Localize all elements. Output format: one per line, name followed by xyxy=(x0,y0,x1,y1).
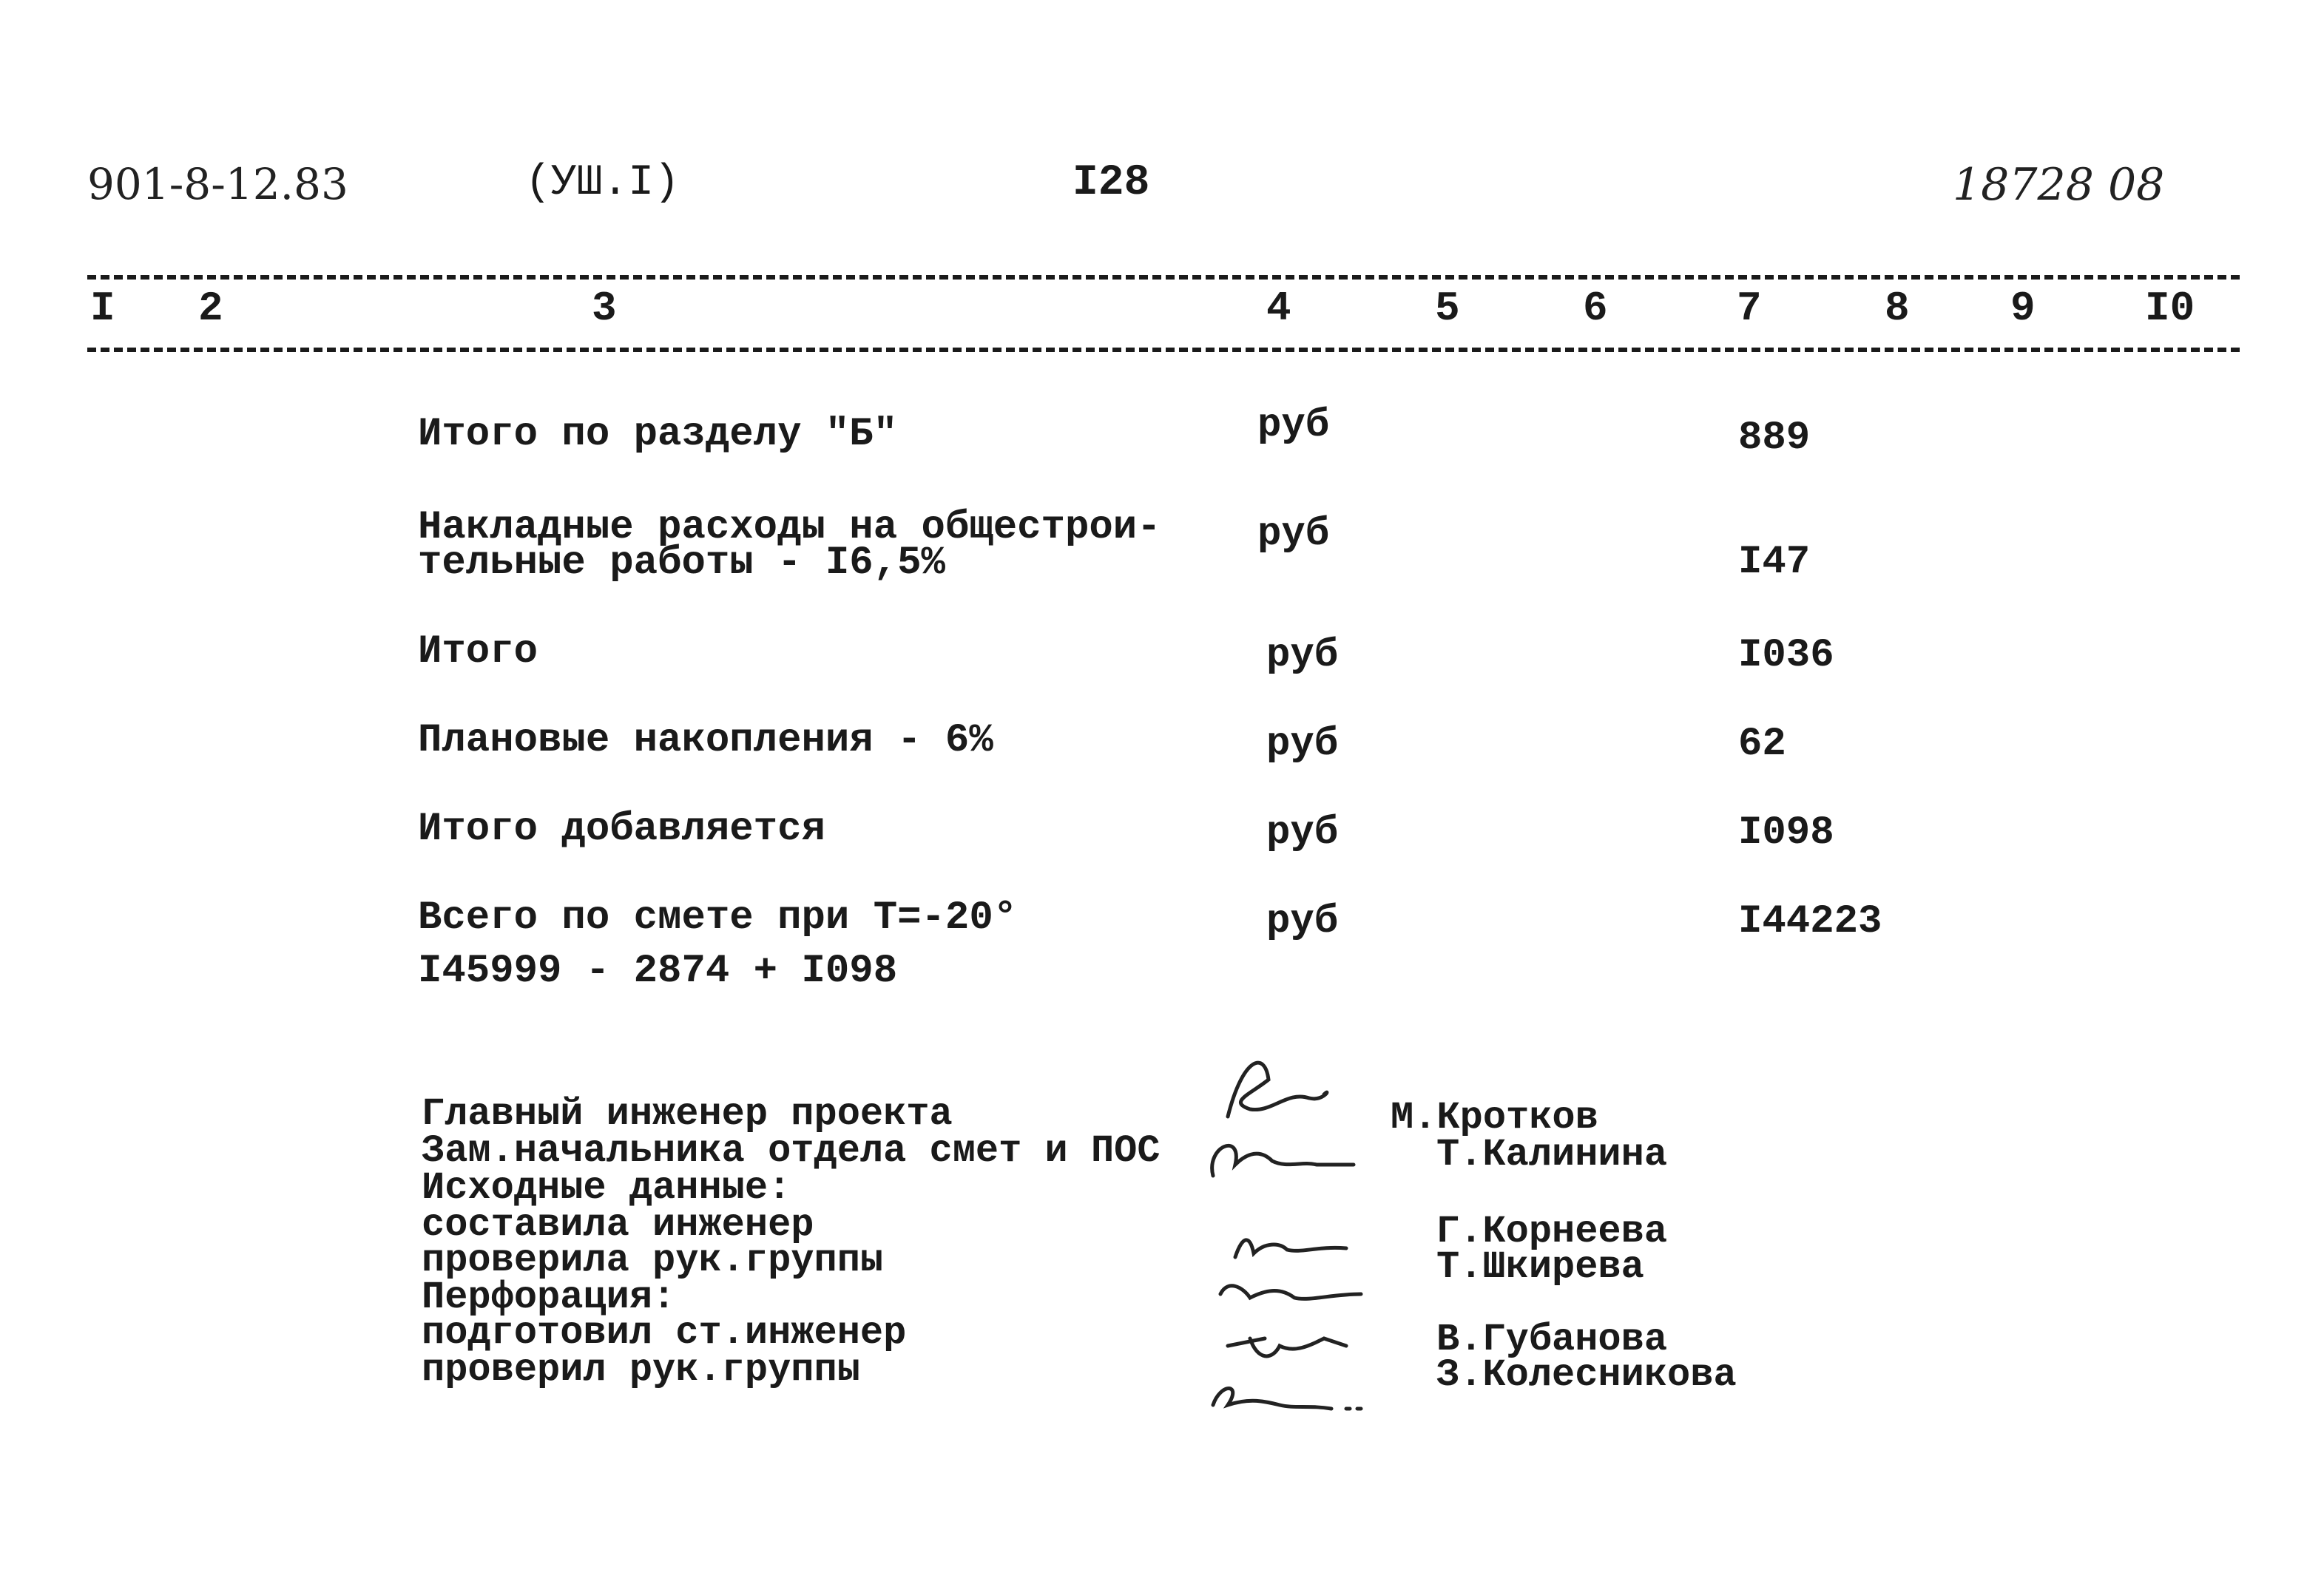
signature-role: проверил рук.группы xyxy=(422,1348,860,1392)
row-label: Накладные расходы на общестрои- xyxy=(418,505,1161,550)
column-number: 5 xyxy=(1435,285,1460,332)
row-value: I44223 xyxy=(1738,899,1882,944)
column-number: 9 xyxy=(2010,285,2036,332)
signature-stroke xyxy=(1228,1063,1327,1117)
row-value: I036 xyxy=(1738,633,1834,678)
column-number: 6 xyxy=(1583,285,1608,332)
signature-stroke xyxy=(1235,1240,1346,1257)
row-unit: руб xyxy=(1257,512,1330,557)
row-value: 62 xyxy=(1738,722,1786,767)
signature-stroke xyxy=(1220,1286,1361,1299)
signatory-name: Г.Корнеева xyxy=(1436,1210,1668,1253)
column-number: 2 xyxy=(198,285,223,332)
column-number: 3 xyxy=(592,285,617,332)
signatory-name: Т.Калинина xyxy=(1436,1133,1668,1177)
row-value: I47 xyxy=(1738,540,1811,585)
row-label: Итого xyxy=(418,629,538,674)
row-value: 889 xyxy=(1738,416,1811,461)
signatory-name: М.Кротков xyxy=(1391,1096,1598,1140)
row-unit: руб xyxy=(1266,810,1339,856)
signatory-name: З.Колесникова xyxy=(1436,1353,1737,1397)
row-unit: руб xyxy=(1266,899,1339,944)
column-number: 8 xyxy=(1885,285,1910,332)
signature-role: Исходные данные: xyxy=(422,1166,791,1210)
signature-stroke xyxy=(1228,1338,1346,1356)
signature-role: составила инженер xyxy=(422,1203,814,1247)
handwritten-signatures xyxy=(1198,1035,1391,1420)
row-unit: руб xyxy=(1266,722,1339,767)
column-number: I0 xyxy=(2145,285,2195,332)
signature-role: Главный инженер проекта xyxy=(422,1092,953,1136)
row-label: Итого добавляется xyxy=(418,807,825,852)
signature-stroke xyxy=(1213,1389,1361,1409)
column-number: 7 xyxy=(1737,285,1762,332)
row-value: I098 xyxy=(1738,810,1834,856)
row-label: Всего по смете при Т=-20° xyxy=(418,896,1018,941)
signatory-name: В.Губанова xyxy=(1436,1318,1668,1361)
row-formula: I45999 - 2874 + I098 xyxy=(418,949,898,994)
section-code: (УШ.I) xyxy=(525,159,680,207)
signature-role: подготовил ст.инженер xyxy=(422,1311,907,1355)
dashed-rule-bottom xyxy=(87,348,2240,352)
row-unit: руб xyxy=(1257,403,1330,448)
signature-role: проверила рук.группы xyxy=(422,1239,884,1282)
column-number: I xyxy=(90,285,115,332)
row-label-continuation: тельные работы - I6,5% xyxy=(418,541,945,586)
doc-code: 901-8-12.83 xyxy=(87,159,348,209)
row-label: Плановые накопления - 6% xyxy=(418,718,993,763)
row-label: Итого по разделу "Б" xyxy=(418,412,898,457)
signature-role: Зам.начальника отдела смет и ПОС xyxy=(422,1129,1161,1173)
signature-stroke xyxy=(1212,1145,1354,1176)
dashed-rule-top xyxy=(87,275,2240,280)
row-unit: руб xyxy=(1266,633,1339,678)
page-number: I28 xyxy=(1073,159,1150,207)
inventory-number: 18728 08 xyxy=(1953,159,2165,211)
signature-role: Перфорация: xyxy=(422,1276,676,1319)
signatory-name: Т.Шкирева xyxy=(1436,1245,1644,1289)
column-number: 4 xyxy=(1266,285,1291,332)
